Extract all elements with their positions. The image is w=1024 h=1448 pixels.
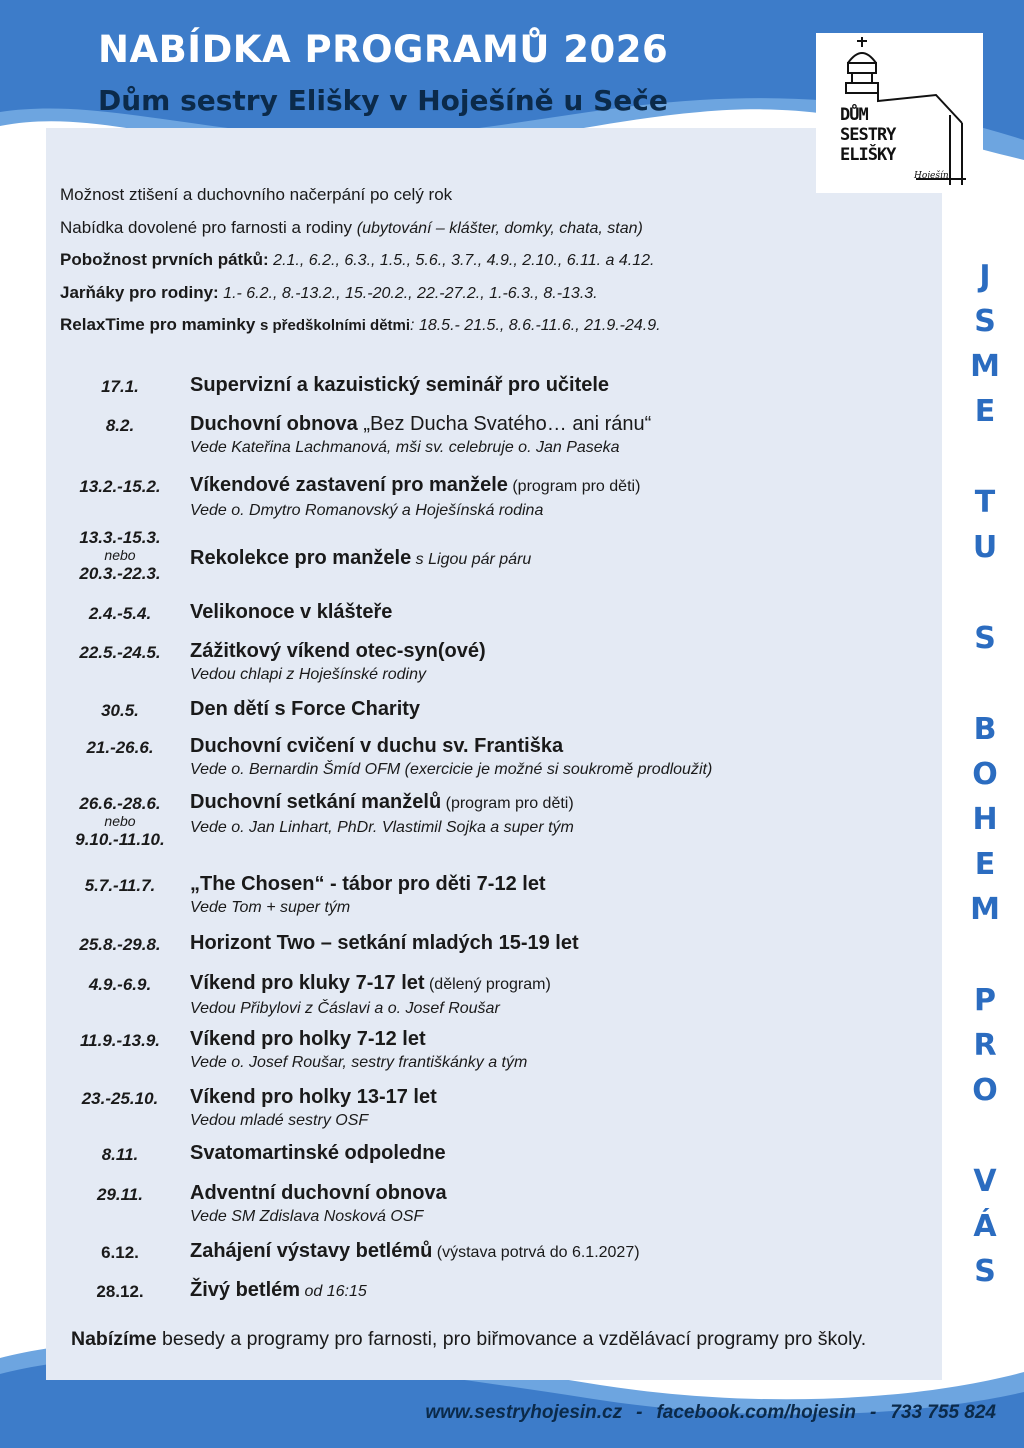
event-item: 28.12. Živý betlém od 16:15 <box>60 1277 940 1316</box>
event-title: Duchovní cvičení v duchu sv. Františka <box>190 735 564 757</box>
event-date: 17.1. <box>101 377 139 396</box>
event-item <box>60 1180 940 1238</box>
event-leader: Vede o. Jan Linhart, PhDr. Vlastimil Sojka a super tým <box>190 819 574 836</box>
event-title: Rekolekce pro manžele <box>190 547 412 569</box>
event-list <box>60 372 940 1316</box>
event-title: Víkendové zastavení pro manžele <box>190 474 508 496</box>
event-date: 28.12. <box>96 1282 144 1301</box>
vertical-slogan: J S M E T U S B O H E M P R O V Á S <box>970 259 1000 1289</box>
event-date: 8.11. <box>101 1145 139 1164</box>
event-leader: Vedou chlapi z Hoješínské rodiny <box>190 666 426 683</box>
event-item: 4.9.-6.9. Víkend pro kluky 7-17 let (dělený program) Vedou Přibylovi z Čáslavi a o. Josef Roušar <box>60 970 940 1026</box>
event-title: Zahájení výstavy betlémů <box>190 1240 433 1262</box>
general-info <box>60 182 930 345</box>
event-title: Adventní duchovní obnova <box>190 1182 447 1204</box>
event-title: Duchovní setkání manželů <box>190 791 442 813</box>
event-item <box>60 1026 940 1084</box>
event-date: 11.9.-13.9. <box>79 1031 161 1050</box>
event-title: Víkend pro kluky 7-17 let <box>190 972 425 994</box>
event-date: 29.11. <box>96 1185 143 1204</box>
event-item: 26.6.-28.6. nebo 9.10.-11.10. Duchovní setkání manželů (program pro děti) Vede o. Jan Linhart, PhDr. Vlastimil Sojka a super tým <box>60 789 940 871</box>
event-date: 13.2.-15.2. <box>79 477 161 496</box>
event-date: 5.7.-11.7. <box>84 876 156 895</box>
website-link[interactable]: www.sestryhojesin.cz <box>425 1402 623 1423</box>
event-title: Horizont Two – setkání mladých 15-19 let <box>190 932 579 954</box>
info-retreat: Možnost ztišení a duchovního načerpání po celý rok <box>60 185 453 204</box>
event-date: 25.8.-29.8. <box>79 935 161 954</box>
event-leader: Vede o. Bernardin Šmíd OFM (exercicie je možné si soukromě prodloužit) <box>190 761 713 778</box>
event-date: 8.2. <box>105 416 135 435</box>
info-relaxtime: RelaxTime pro maminky s předškolními dětmi: 18.5.- 21.5., 8.6.-11.6., 21.9.-24.9. <box>60 315 661 334</box>
event-title: Supervizní a kazuistický seminář pro učitele <box>190 374 610 396</box>
event-date: 30.5. <box>101 701 139 720</box>
event-title: Velikonoce v klášteře <box>190 601 393 623</box>
event-title: Víkend pro holky 13-17 let <box>190 1086 437 1108</box>
phone-number: 733 755 824 <box>890 1402 996 1423</box>
event-title: Den dětí s Force Charity <box>190 698 421 720</box>
event-title: Svatomartinské odpoledne <box>190 1142 446 1164</box>
event-item <box>60 599 940 638</box>
page-title: NABÍDKA PROGRAMŮ 2026 <box>98 28 669 71</box>
event-title: „The Chosen“ - tábor pro děti 7-12 let <box>190 873 546 895</box>
page-subtitle: Dům sestry Elišky v Hoješíně u Seče <box>98 84 668 117</box>
event-item: 8.2. Duchovní obnova „Bez Ducha Svatého… ani ránu“ Vede Kateřina Lachmanová, mši sv. celebruje o. Jan Paseka <box>60 411 940 472</box>
event-leader: Vede o. Josef Roušar, sestry františkánky a tým <box>190 1054 528 1071</box>
event-date: 2.4.-5.4. <box>88 604 152 623</box>
event-date: 22.5.-24.5. <box>79 643 161 662</box>
event-item: 6.12. Zahájení výstavy betlémů (výstava potrvá do 6.1.2027) <box>60 1238 940 1277</box>
info-spring-break: Jarňáky pro rodiny: 1.- 6.2., 8.-13.2., 15.-20.2., 22.-27.2., 1.-6.3., 8.-13.3. <box>60 282 598 302</box>
event-leader: Vede Tom + super tým <box>190 899 351 916</box>
event-date: 4.9.-6.9. <box>88 975 152 994</box>
logo: DŮM SESTRY ELIŠKY Hoješín <box>816 33 983 193</box>
facebook-link[interactable]: facebook.com/hojesin <box>656 1402 856 1423</box>
event-item <box>60 372 940 411</box>
event-title: Duchovní obnova <box>190 413 364 435</box>
event-item <box>60 930 940 970</box>
event-item <box>60 696 940 733</box>
event-item <box>60 1140 940 1180</box>
event-leader: Vede Kateřina Lachmanová, mši sv. celebruje o. Jan Paseka <box>190 439 620 456</box>
event-date: 13.3.-15.3. nebo 20.3.-22.3. <box>79 528 161 583</box>
event-title: Živý betlém <box>190 1279 301 1301</box>
event-item: 13.2.-15.2. Víkendové zastavení pro manžele (program pro děti) Vede o. Dmytro Romanovský a Hoješínská rodina <box>60 472 940 523</box>
event-item <box>60 871 940 930</box>
event-leader: Vede o. Dmytro Romanovský a Hoješínská rodina <box>190 502 544 519</box>
event-item: 13.3.-15.3. nebo 20.3.-22.3. Rekolekce pro manžele s Ligou pár páru <box>60 523 940 599</box>
event-date: 23.-25.10. <box>81 1089 159 1108</box>
info-holiday: Nabídka dovolené pro farnosti a rodiny (ubytování – klášter, domky, chata, stan) <box>60 217 643 237</box>
event-leader: Vedou mladé sestry OSF <box>190 1112 369 1129</box>
event-item <box>60 638 940 696</box>
event-date: 6.12. <box>101 1243 139 1262</box>
contact-bar: www.sestryhojesin.cz - facebook.com/hojesin - 733 755 824 <box>425 1402 996 1423</box>
footer-note: Nabízíme besedy a programy pro farnosti, pro biřmovance a vzdělávací programy pro školy. <box>71 1328 867 1350</box>
event-title: Zážitkový víkend otec-syn(ové) <box>190 640 486 662</box>
event-date: 26.6.-28.6. nebo 9.10.-11.10. <box>75 794 165 849</box>
event-item <box>60 1084 940 1140</box>
event-leader: Vede SM Zdislava Nosková OSF <box>190 1208 424 1225</box>
event-title: Víkend pro holky 7-12 let <box>190 1028 426 1050</box>
info-first-fridays: Pobožnost prvních pátků: 2.1., 6.2., 6.3., 1.5., 5.6., 3.7., 4.9., 2.10., 6.11. a 4.12. <box>60 250 655 269</box>
event-leader: Vedou Přibylovi z Čáslavi a o. Josef Roušar <box>190 1000 500 1017</box>
event-item <box>60 733 940 789</box>
event-date: 21.-26.6. <box>86 738 154 757</box>
